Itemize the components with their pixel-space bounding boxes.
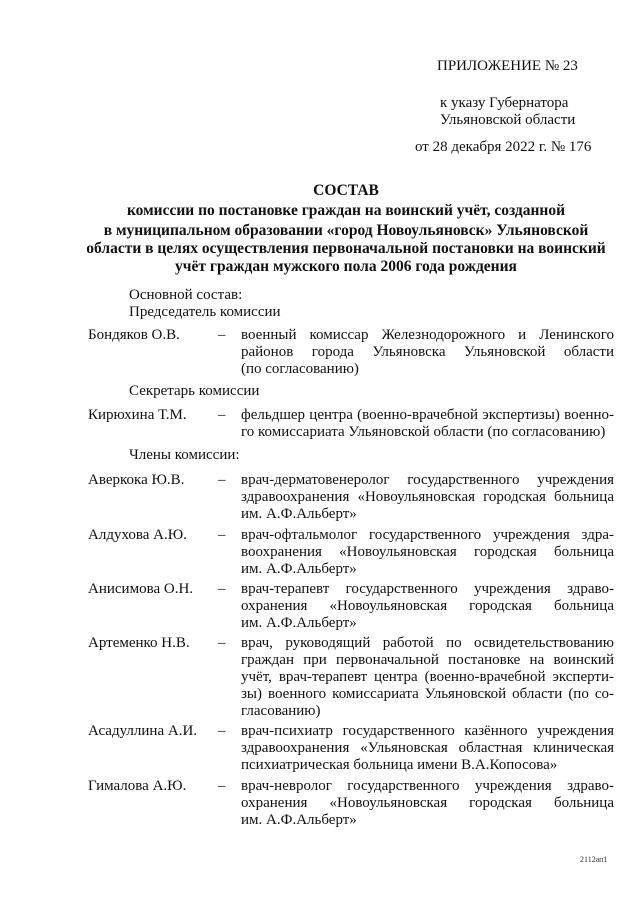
position-line: военный комиссар Железнодорожного и Ленинского <box>241 327 614 343</box>
person-name: Гималова А.Ю. <box>88 778 187 794</box>
person-position <box>241 472 614 523</box>
position-line: врач-психиатр государственного казённого учреждения <box>241 723 614 739</box>
dash-separator: – <box>218 723 226 739</box>
person-position <box>241 723 614 774</box>
position-line: охранения «Новоульяновская городская больница <box>241 795 614 811</box>
dash-separator: – <box>218 778 226 794</box>
title-line: области в целях осуществления первоначальной постановки на воинский <box>86 240 606 257</box>
position-line: им. А.Ф.Альберт» <box>241 615 357 631</box>
main-composition-heading: Основной состав: <box>129 287 243 303</box>
dash-separator: – <box>218 327 226 343</box>
person-position <box>241 407 614 441</box>
position-line: (по согласованию) <box>241 361 359 377</box>
position-line: врач-невролог государственного учреждения здраво- <box>241 778 614 794</box>
members-heading: Члены комиссии: <box>129 447 240 463</box>
person-name: Анисимова О.Н. <box>88 581 194 597</box>
person-name: Бондяков О.В. <box>88 327 180 343</box>
decree-reference: к указу Губернатора <box>440 95 569 111</box>
document-code: 2112ап1 <box>580 855 608 864</box>
document-title: СОСТАВ <box>313 182 379 199</box>
position-line: фельдшер центра (военно-врачебной экспертизы) военно- <box>241 407 614 423</box>
position-line: районов города Ульяновска Ульяновской области <box>241 344 614 360</box>
person-name: Артеменко Н.В. <box>88 635 190 651</box>
person-name: Аверкока Ю.В. <box>88 472 185 488</box>
decree-region: Ульяновской области <box>440 112 576 128</box>
position-line: охранения «Новоульяновская городская больница <box>241 598 614 614</box>
secretary-heading: Секретарь комиссии <box>129 383 260 399</box>
position-line: врач-терапевт государственного учреждения здраво- <box>241 581 614 597</box>
position-line: им. А.Ф.Альберт» <box>241 812 357 828</box>
position-line: гласованию) <box>241 703 321 719</box>
position-line: им. А.Ф.Альберт» <box>241 506 357 522</box>
dash-separator: – <box>218 472 226 488</box>
position-line: здравоохранения «Новоульяновская городская больница <box>241 489 614 505</box>
person-position <box>241 527 614 578</box>
position-line: психиатрическая больница имени В.А.Копосова» <box>241 757 558 773</box>
person-name: Алдухова А.Ю. <box>88 527 187 543</box>
person-position <box>241 327 614 378</box>
position-line: го комиссариата Ульяновской области (по согласованию) <box>241 424 606 440</box>
person-name: Асадуллина А.И. <box>88 723 198 739</box>
chairman-heading: Председатель комиссии <box>129 304 281 320</box>
title-line: в муниципальном образовании «город Новоульяновск» Ульяновской <box>103 222 589 239</box>
person-position <box>241 635 614 720</box>
position-line: зы) военного комиссариата Ульяновской области (по со- <box>241 686 614 702</box>
appendix-number: ПРИЛОЖЕНИЕ № 23 <box>437 58 578 74</box>
title-line: комиссии по постановке граждан на воинский учёт, созданной <box>126 202 566 219</box>
position-line: врач, руководящий работой по освидетельствованию <box>241 635 614 651</box>
dash-separator: – <box>218 527 226 543</box>
title-line: учёт граждан мужского пола 2006 года рождения <box>175 258 517 275</box>
person-position <box>241 778 614 829</box>
dash-separator: – <box>218 407 226 423</box>
position-line: учёт, врач-терапевт центра (военно-врачебной эксперти- <box>241 669 614 685</box>
dash-separator: – <box>218 635 226 651</box>
position-line: врач-офтальмолог государственного учреждения здра- <box>241 527 614 543</box>
position-line: врач-дерматовенеролог государственного учреждения <box>241 472 614 488</box>
decree-date: от 28 декабря 2022 г. № 176 <box>415 139 592 155</box>
position-line: здравоохранения «Ульяновская областная клиническая <box>241 740 614 756</box>
person-position <box>241 581 614 632</box>
dash-separator: – <box>218 581 226 597</box>
position-line: воохранения «Новоульяновская городская больница <box>241 544 614 560</box>
person-name: Кирюхина Т.М. <box>88 407 187 423</box>
position-line: граждан при первоначальной постановке на воинский <box>241 652 614 668</box>
position-line: им. А.Ф.Альберт» <box>241 561 357 577</box>
